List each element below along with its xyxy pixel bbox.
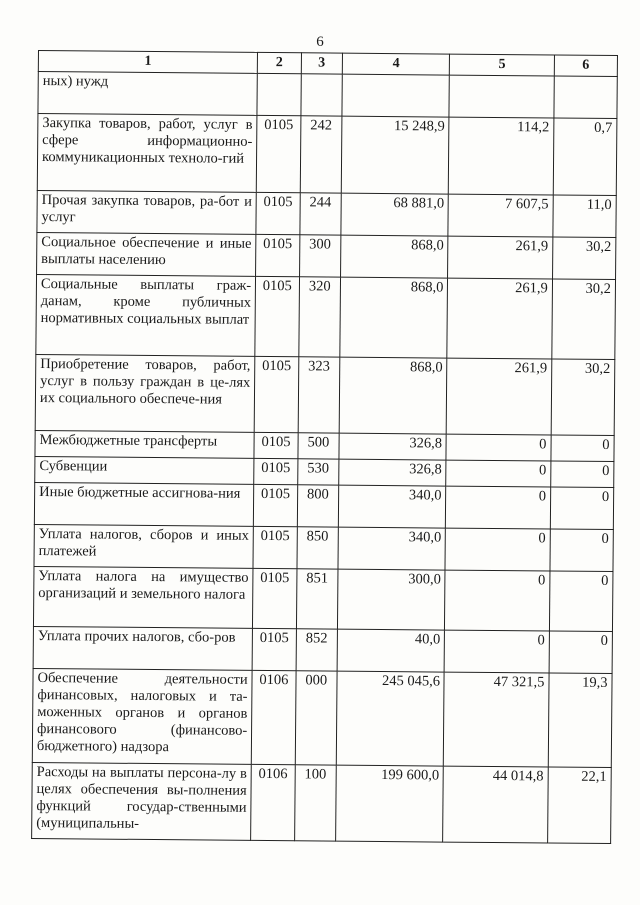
column-header: 3 [301,53,343,74]
execution-percent: 0 [551,435,614,462]
section-code: 0105 [254,432,298,458]
expense-name: Социальное обеспечение и иные выплаты населению [37,232,257,276]
actual-amount: 114,2 [449,117,554,195]
section-code: 0105 [252,628,296,670]
column-header: 2 [257,52,301,73]
table-row [37,114,617,196]
table-row [33,566,613,631]
actual-amount: 0 [445,528,550,571]
planned-amount: 68 881,0 [341,193,449,236]
expense-type-code: 500 [298,433,340,459]
section-code [257,73,301,115]
table-row [36,274,616,359]
expense-name: Уплата налога на имущество организаций и земельного налога [33,566,253,628]
table-row [37,232,616,279]
expense-type-code: 800 [297,485,339,527]
table-row [38,72,617,119]
actual-amount: 44 014,8 [443,766,548,843]
planned-amount: 340,0 [338,527,446,570]
section-code: 0105 [253,568,297,628]
expense-type-code: 530 [297,459,339,485]
expense-type-code: 244 [300,193,342,235]
actual-amount: 261,9 [447,358,552,435]
planned-amount: 340,0 [338,485,446,528]
table-row [37,190,616,237]
execution-percent: 30,2 [551,359,615,436]
actual-amount: 261,9 [447,278,552,359]
expense-name: Расходы на выплаты персона-лу в целях обеспечения вы-полнения функций государ-ственными (муниципальны- [32,762,252,840]
table-row [32,668,612,767]
execution-percent: 0 [551,461,614,488]
expense-type-code: 320 [298,277,340,357]
table-row [32,762,612,843]
expense-type-code: 242 [300,116,342,193]
planned-amount: 326,8 [339,459,447,486]
column-header: 1 [38,51,257,74]
execution-percent: 0 [550,487,613,530]
expense-name: Прочая закупка товаров, ра-бот и услуг [37,190,257,234]
execution-percent: 30,2 [552,237,615,280]
table-row [35,354,615,435]
section-code: 0105 [254,458,298,484]
execution-percent: 22,1 [547,767,611,844]
execution-percent: 11,0 [553,195,616,238]
expense-name: ных) нужд [38,72,258,116]
expense-name: Уплата налогов, сборов и иных платежей [34,524,254,568]
table-row [34,524,613,571]
column-header: 5 [450,54,555,76]
expense-name: Субвенции [35,456,254,484]
expense-name: Иные бюджетные ассигнова-ния [34,482,254,526]
planned-amount: 199 600,0 [336,765,444,842]
expense-type-code: 852 [296,629,338,671]
execution-percent: 0,7 [553,118,617,196]
expense-name: Межбюджетные трансферты [35,430,254,458]
actual-amount [449,75,554,118]
planned-amount: 40,0 [337,629,445,672]
table-row [33,626,612,673]
expense-name: Закупка товаров, работ, услуг в сфере информационно-коммуникационных техноло-гий [37,114,257,193]
section-code: 0105 [253,526,297,568]
execution-percent: 30,2 [552,279,616,360]
section-code: 0106 [251,764,295,840]
actual-amount: 0 [445,570,550,631]
planned-amount: 245 045,6 [336,671,444,766]
section-code: 0106 [251,670,295,764]
page-number: 6 [316,34,324,50]
planned-amount: 868,0 [339,357,447,434]
column-header: 6 [554,55,617,77]
actual-amount: 47 321,5 [444,672,549,767]
planned-amount: 868,0 [340,235,448,278]
section-code: 0105 [255,276,299,356]
section-code: 0105 [256,115,300,192]
budget-table [31,50,618,844]
actual-amount: 0 [445,630,550,673]
section-code: 0105 [254,356,298,432]
section-code: 0105 [254,484,298,526]
column-header: 4 [342,53,450,75]
expense-name: Обеспечение деятельности финансовых, налоговых и та-моженных органов и органов финансового (финансово-бюджетного) надзора [32,668,252,764]
expense-type-code: 000 [295,671,337,765]
expense-type-code: 323 [298,357,340,433]
table-row [34,482,613,529]
section-code: 0105 [256,192,300,234]
expense-name: Приобретение товаров, работ, услуг в пользу граждан в це-лях их социального обеспече-ния [35,354,255,432]
expense-type-code [301,74,343,116]
planned-amount: 868,0 [340,277,448,358]
planned-amount: 15 248,9 [341,116,449,194]
planned-amount: 300,0 [337,569,445,630]
actual-amount: 0 [446,460,551,487]
execution-percent [554,76,617,119]
expense-name: Уплата прочих налогов, сбо-ров [33,626,253,670]
execution-percent: 0 [550,529,613,572]
actual-amount: 7 607,5 [448,194,553,237]
section-code: 0105 [256,234,300,276]
expense-type-code: 850 [297,527,339,569]
actual-amount: 261,9 [448,236,553,279]
execution-percent: 0 [549,631,612,674]
planned-amount: 326,8 [339,433,447,460]
expense-name: Социальные выплаты граж-данам, кроме публичных нормативных социальных выплат [36,274,256,356]
expense-type-code: 300 [299,235,341,277]
execution-percent: 0 [549,571,613,632]
actual-amount: 0 [446,434,551,461]
planned-amount [342,74,450,117]
expense-type-code: 100 [294,765,336,841]
actual-amount: 0 [446,486,551,529]
expense-type-code: 851 [296,569,338,629]
execution-percent: 19,3 [548,673,612,768]
